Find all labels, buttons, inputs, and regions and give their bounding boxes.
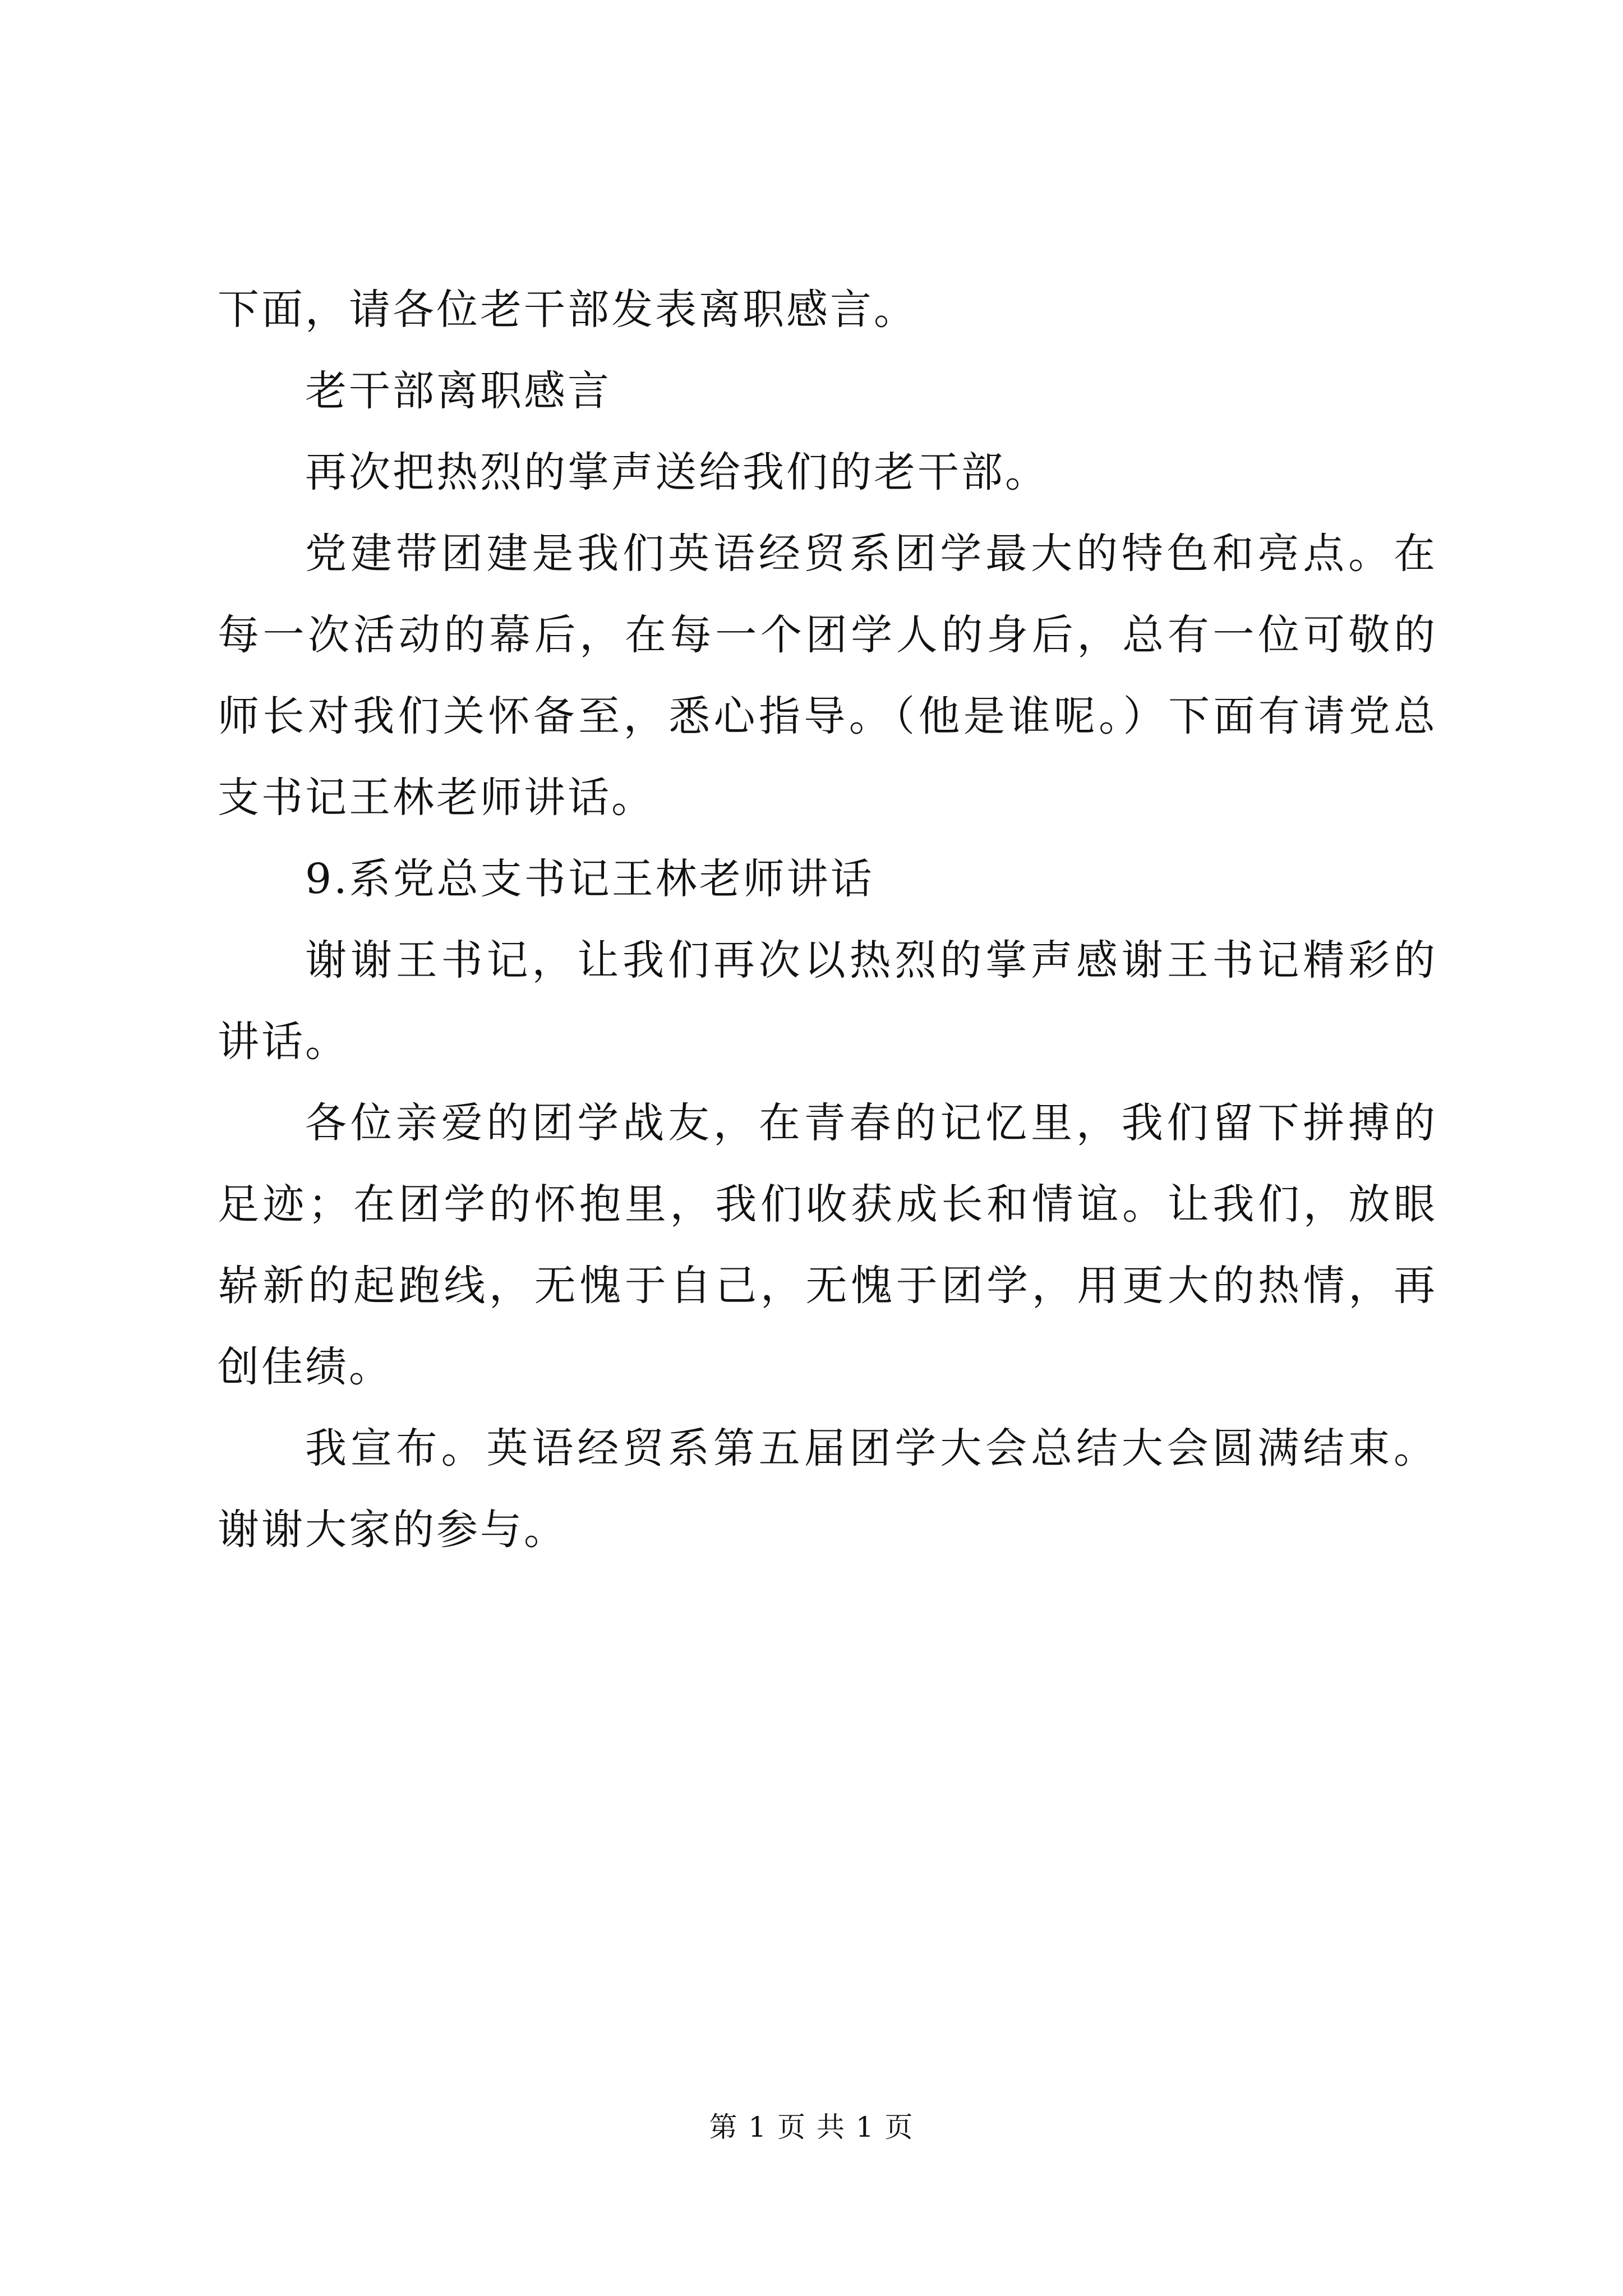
paragraph: 党建带团建是我们英语经贸系团学最大的特色和亮点。在每一次活动的幕后，在每一个团学人的身后，总有一位可敬的师长对我们关怀备至，悉心指导。（他是谁呢。）下面有请党总支书记王林老师讲话。 (218, 530, 1437, 822)
paragraph: 各位亲爱的团学战友，在青春的记忆里，我们留下拼搏的足迹；在团学的怀抱里，我们收获成长和情谊。让我们，放眼崭新的起跑线，无愧于自己，无愧于团学，用更大的热情，再创佳绩。 (218, 1099, 1437, 1391)
paragraph: 9.系党总支书记王林老师讲话 (305, 855, 874, 903)
paragraph: 谢谢王书记，让我们再次以热烈的掌声感谢王书记精彩的讲话。 (218, 936, 1437, 1066)
page-number-footer: 第 1 页 共 1 页 (709, 2111, 914, 2143)
paragraph: 老干部离职感言 (305, 367, 611, 415)
paragraph: 我宣布。英语经贸系第五届团学大会总结大会圆满结束。谢谢大家的参与。 (218, 1424, 1437, 1554)
paragraph: 下面，请各位老干部发表离职感言。 (218, 286, 917, 334)
paragraph: 再次把热烈的掌声送给我们的老干部。 (305, 448, 1049, 496)
document-body (218, 269, 1437, 1571)
